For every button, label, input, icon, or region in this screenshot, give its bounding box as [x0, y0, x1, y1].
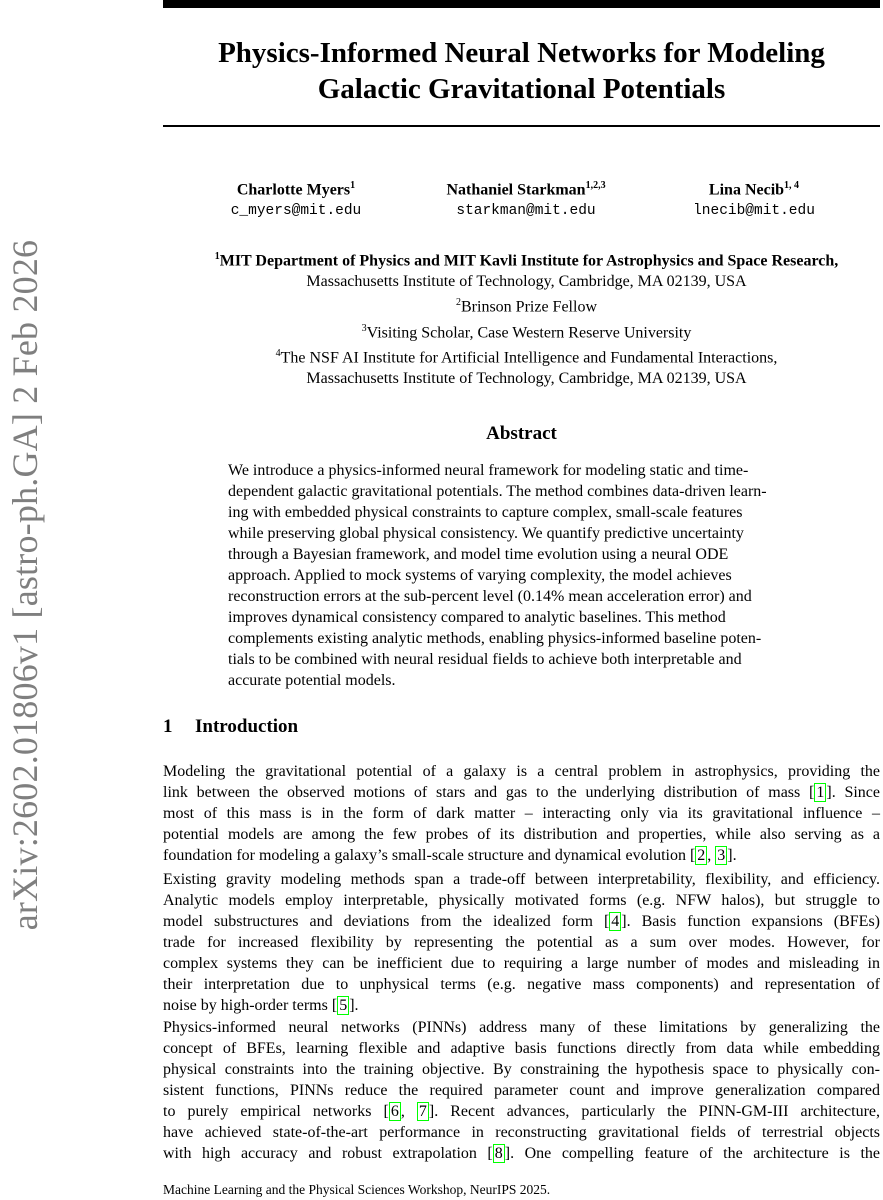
text-line: sistent functions, PINNs reduce the required parameter count and improve generalization compared: [163, 1082, 880, 1099]
affiliation-text: Visiting Scholar, Case Western Reserve University: [366, 323, 692, 341]
text-line: [163, 845, 880, 866]
abstract-line: complements existing analytic methods, enabling physics-informed baseline poten-: [228, 630, 762, 647]
author-email[interactable]: c_myers@mit.edu: [230, 203, 362, 220]
abstract-line: dependent galactic gravitational potentials. The method combines data-driven learn-: [228, 483, 767, 500]
text-line: [163, 995, 880, 1016]
author-affil-sup: 1, 4: [784, 180, 800, 191]
title-rule: [163, 125, 880, 127]
section-title: Introduction: [195, 716, 299, 737]
abstract-line: accurate potential models.: [228, 672, 396, 689]
author-name: [693, 175, 815, 201]
affiliation-4: [163, 343, 883, 368]
arxiv-identifier: [0, 0, 50, 1200]
citation-link-4[interactable]: 4: [611, 913, 620, 930]
text-line: Physics-informed neural networks (PINNs) address many of these limitations by generalizing the: [163, 1019, 880, 1036]
affiliation-sup: 2: [456, 297, 461, 309]
footer-venue: Machine Learning and the Physical Sciences Workshop, NeurIPS 2025.: [163, 1182, 551, 1197]
affiliation-1: [163, 246, 883, 271]
author-name: [446, 175, 605, 201]
text-span: model substructures and deviations from the idealized form [: [163, 913, 610, 930]
paper-title: [163, 35, 880, 107]
text-span: ]. One compelling feature of the architecture is the: [504, 1145, 880, 1162]
abstract-line: tials to be combined with neural residual fields to achieve both interpretable and: [228, 651, 742, 668]
abstract-heading: Abstract: [486, 423, 557, 444]
text-span: to purely empirical networks [: [163, 1103, 389, 1120]
section-number: 1: [163, 716, 173, 737]
abstract-body: [228, 460, 818, 691]
text-span: noise by high-order terms [: [163, 997, 338, 1014]
citation-link-8[interactable]: 8: [494, 1145, 503, 1162]
author-email[interactable]: lnecib@mit.edu: [693, 203, 815, 220]
text-span: ].: [727, 847, 737, 864]
author-name-text: Nathaniel Starkman: [446, 181, 586, 199]
author-name: [231, 175, 362, 201]
text-line: most of this mass is in the form of dark matter – interacting only via its gravitational influence –: [163, 805, 880, 822]
text-line: [163, 911, 880, 932]
intro-paragraph-3: [163, 1017, 880, 1164]
citation-link-1[interactable]: 1: [816, 784, 825, 801]
text-line: [163, 1143, 880, 1164]
text-span: ]. Recent advances, particularly the PINN-GM-III architecture,: [428, 1103, 880, 1120]
intro-paragraph-2: [163, 869, 880, 1016]
text-line: Analytic models employ interpretable, physically motivated forms (e.g. NFW halos), but struggle to: [163, 892, 880, 909]
intro-paragraph-1: [163, 761, 880, 866]
top-rule: [163, 0, 880, 8]
text-line: [163, 782, 880, 803]
author-email[interactable]: starkman@mit.edu: [456, 203, 596, 220]
citation-link-6[interactable]: 6: [390, 1103, 399, 1120]
text-span: ]. Since: [826, 784, 880, 801]
author-3: [693, 175, 815, 221]
author-name-text: Lina Necib: [708, 181, 785, 199]
text-span: ,: [707, 847, 716, 864]
affiliation-text: MIT Department of Physics and MIT Kavli Institute for Astrophysics and Space Research,: [219, 252, 839, 270]
abstract-line: through a Bayesian framework, and model time evolution using a neural ODE: [228, 546, 729, 563]
affiliation-2: [163, 292, 883, 317]
abstract-line: We introduce a physics-informed neural framework for modeling static and time-: [228, 462, 749, 479]
author-2: [446, 175, 605, 221]
abstract-line: reconstruction errors at the sub-percent level (0.14% mean acceleration error) and: [228, 588, 752, 605]
text-span: with high accuracy and robust extrapolation [: [163, 1145, 493, 1162]
author-name-text: Charlotte Myers: [236, 181, 351, 199]
affiliations: [163, 246, 883, 389]
text-line: potential models are among the few probes of its distribution and properties, while also serving as a: [163, 826, 880, 843]
text-line: concept of BFEs, learning flexible and adaptive basis functions directly from data while embedding: [163, 1040, 880, 1057]
text-span: ,: [400, 1103, 417, 1120]
arxiv-identifier-text: arXiv:2602.01806v1 [astro-ph.GA] 2 Feb 2026: [5, 239, 45, 931]
text-span: link between the observed motions of stars and gas to the underlying distribution of mass [: [163, 784, 815, 801]
abstract-line: while preserving global physical consistency. We quantify predictive uncertainty: [228, 525, 744, 542]
text-span: foundation for modeling a galaxy’s small-scale structure and dynamical evolution [: [163, 847, 696, 864]
text-line: Modeling the gravitational potential of a galaxy is a central problem in astrophysics, providing the: [163, 763, 880, 780]
text-line: Existing gravity modeling methods span a trade-off between interpretability, flexibility, and efficiency.: [163, 871, 880, 888]
text-span: ]. Basis function expansions (BFEs): [621, 913, 880, 930]
citation-link-3[interactable]: 3: [717, 847, 726, 864]
text-line: complex systems they can be inefficient due to requiring a large number of modes and misleading in: [163, 955, 880, 972]
title-line-2: Galactic Gravitational Potentials: [317, 73, 726, 105]
text-span: ].: [349, 997, 359, 1014]
text-line: [163, 1101, 880, 1122]
text-line: their interpretation due to unphysical terms (e.g. negative mass components) and representation of: [163, 976, 880, 993]
citation-link-7[interactable]: 7: [418, 1103, 427, 1120]
citation-link-5[interactable]: 5: [339, 997, 348, 1014]
title-line-1: Physics-Informed Neural Networks for Modeling: [218, 37, 825, 69]
text-line: trade for increased flexibility by representing the potential as a sum over modes. However, for: [163, 934, 880, 951]
author-1: [231, 175, 362, 221]
affiliation-text: The NSF AI Institute for Artificial Intelligence and Fundamental Interactions,: [280, 349, 778, 367]
section-heading-introduction: [163, 716, 298, 738]
affiliation-sup: 3: [361, 322, 367, 334]
author-affil-sup: 1,2,3: [585, 180, 606, 191]
affiliation-sup: 1: [214, 251, 220, 262]
affiliation-1-address: Massachusetts Institute of Technology, Cambridge, MA 02139, USA: [306, 273, 747, 291]
abstract-line: ing with embedded physical constraints to capture complex, small-scale features: [228, 504, 743, 521]
text-line: physical constraints into the training objective. By constraining the hypothesis space to physically con-: [163, 1061, 880, 1078]
affiliation-text: Brinson Prize Fellow: [461, 298, 597, 316]
abstract-line: improves dynamical consistency compared to analytic baselines. This method: [228, 609, 726, 626]
citation-link-2[interactable]: 2: [697, 847, 706, 864]
abstract-line: approach. Applied to mock systems of varying complexity, the model achieves: [228, 567, 732, 584]
text-line: have achieved state-of-the-art performance in reconstructing gravitational fields of terrestrial objects: [163, 1124, 880, 1141]
author-affil-sup: 1: [350, 180, 356, 191]
affiliation-sup: 4: [275, 347, 281, 359]
affiliation-3: [163, 318, 883, 343]
affiliation-4-address: Massachusetts Institute of Technology, Cambridge, MA 02139, USA: [306, 370, 747, 388]
